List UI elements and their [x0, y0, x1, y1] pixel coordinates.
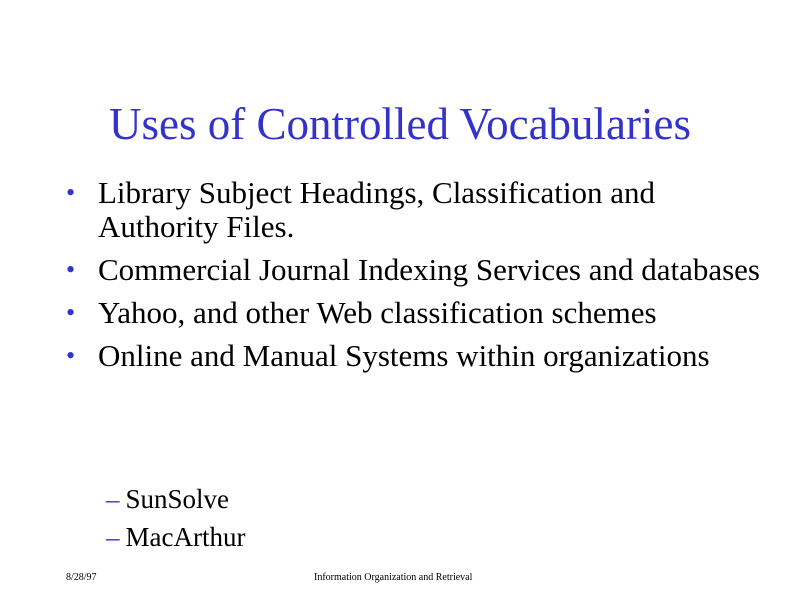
footer-title: Information Organization and Retrieval	[314, 572, 473, 583]
sub-bullet-item	[106, 480, 245, 518]
bullet-text: Library Subject Headings, Classification and Authority Files.	[98, 175, 656, 244]
dash-icon: –	[106, 484, 120, 514]
sub-bullet-text: SunSolve	[125, 484, 230, 514]
bullet-list	[66, 176, 766, 382]
dash-icon: –	[106, 522, 120, 552]
bullet-icon: •	[66, 178, 76, 207]
sub-bullet-item	[106, 518, 245, 556]
bullet-item	[66, 296, 766, 330]
slide-title: Uses of Controlled Vocabularies	[109, 99, 691, 149]
bullet-item	[66, 339, 766, 373]
sub-bullet-text: MacArthur	[125, 522, 246, 552]
bullet-item	[66, 176, 766, 244]
footer-date: 8/28/97	[66, 572, 97, 583]
bullet-icon: •	[66, 298, 76, 327]
bullet-text: Commercial Journal Indexing Services and databases	[98, 252, 760, 287]
bullet-icon: •	[66, 255, 76, 284]
sub-bullet-list	[106, 480, 245, 556]
bullet-icon: •	[66, 341, 76, 370]
bullet-text: Online and Manual Systems within organizations	[98, 338, 710, 373]
bullet-text: Yahoo, and other Web classification schemes	[98, 295, 657, 330]
bullet-item	[66, 253, 766, 287]
